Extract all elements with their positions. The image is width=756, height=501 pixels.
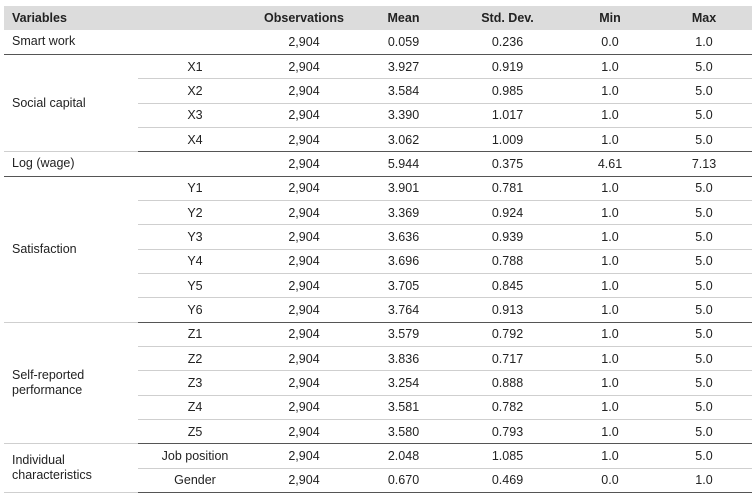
cell-max: 5.0	[656, 322, 752, 346]
cell-max: 5.0	[656, 346, 752, 370]
cell-max: 1.0	[656, 468, 752, 492]
cell-max: 5.0	[656, 249, 752, 273]
cell-max: 5.0	[656, 200, 752, 224]
cell-item: Y2	[138, 200, 252, 224]
table-row	[4, 152, 752, 176]
table-header-row	[4, 6, 752, 30]
cell-std-dev: 0.782	[451, 395, 564, 419]
cell-mean: 3.390	[356, 103, 451, 127]
cell-std-dev: 0.793	[451, 420, 564, 444]
group-label: Individual characteristics	[4, 444, 138, 493]
cell-observations: 2,904	[252, 200, 356, 224]
cell-mean: 0.670	[356, 468, 451, 492]
cell-min: 1.0	[564, 249, 656, 273]
cell-observations: 2,904	[252, 103, 356, 127]
table-row	[4, 444, 752, 468]
cell-observations: 2,904	[252, 54, 356, 78]
header-item	[138, 6, 252, 30]
cell-std-dev: 1.085	[451, 444, 564, 468]
cell-item: Job position	[138, 444, 252, 468]
table-row	[4, 54, 752, 78]
cell-max: 5.0	[656, 444, 752, 468]
cell-min: 1.0	[564, 395, 656, 419]
cell-min: 1.0	[564, 322, 656, 346]
group-label: Satisfaction	[4, 176, 138, 322]
cell-min: 1.0	[564, 420, 656, 444]
cell-std-dev: 0.924	[451, 200, 564, 224]
cell-item: Y3	[138, 225, 252, 249]
header-min: Min	[564, 6, 656, 30]
cell-mean: 3.927	[356, 54, 451, 78]
cell-item: Gender	[138, 468, 252, 492]
cell-mean: 3.836	[356, 346, 451, 370]
cell-max: 5.0	[656, 176, 752, 200]
cell-item: X3	[138, 103, 252, 127]
cell-min: 1.0	[564, 200, 656, 224]
cell-mean: 2.048	[356, 444, 451, 468]
table-row	[4, 30, 752, 54]
header-variables: Variables	[4, 6, 138, 30]
cell-min: 1.0	[564, 371, 656, 395]
group-label: Self-reported performance	[4, 322, 138, 444]
cell-max: 5.0	[656, 273, 752, 297]
cell-min: 1.0	[564, 346, 656, 370]
cell-max: 5.0	[656, 54, 752, 78]
cell-item: Y6	[138, 298, 252, 322]
header-mean: Mean	[356, 6, 451, 30]
cell-observations: 2,904	[252, 346, 356, 370]
cell-std-dev: 0.781	[451, 176, 564, 200]
cell-observations: 2,904	[252, 444, 356, 468]
cell-std-dev: 0.717	[451, 346, 564, 370]
cell-observations: 2,904	[252, 371, 356, 395]
group-label: Smart work	[4, 30, 138, 54]
cell-observations: 2,904	[252, 79, 356, 103]
cell-max: 5.0	[656, 127, 752, 151]
cell-std-dev: 0.375	[451, 152, 564, 176]
cell-max: 5.0	[656, 298, 752, 322]
cell-max: 1.0	[656, 30, 752, 54]
cell-mean: 3.705	[356, 273, 451, 297]
cell-item: Z3	[138, 371, 252, 395]
cell-observations: 2,904	[252, 395, 356, 419]
cell-item: Y5	[138, 273, 252, 297]
cell-mean: 3.584	[356, 79, 451, 103]
group-label: Log (wage)	[4, 152, 138, 176]
cell-observations: 2,904	[252, 468, 356, 492]
cell-mean: 0.059	[356, 30, 451, 54]
cell-observations: 2,904	[252, 322, 356, 346]
cell-max: 5.0	[656, 420, 752, 444]
cell-item: Z4	[138, 395, 252, 419]
table-row	[4, 322, 752, 346]
cell-max: 5.0	[656, 79, 752, 103]
cell-std-dev: 0.888	[451, 371, 564, 395]
cell-observations: 2,904	[252, 152, 356, 176]
cell-item: X4	[138, 127, 252, 151]
table-body	[4, 30, 752, 493]
cell-min: 1.0	[564, 225, 656, 249]
cell-item: Y4	[138, 249, 252, 273]
cell-std-dev: 0.845	[451, 273, 564, 297]
cell-observations: 2,904	[252, 273, 356, 297]
cell-std-dev: 0.469	[451, 468, 564, 492]
cell-std-dev: 0.939	[451, 225, 564, 249]
descriptive-statistics-table	[4, 6, 752, 493]
cell-item	[138, 152, 252, 176]
cell-max: 7.13	[656, 152, 752, 176]
cell-max: 5.0	[656, 371, 752, 395]
cell-max: 5.0	[656, 395, 752, 419]
table-row	[4, 176, 752, 200]
cell-std-dev: 0.792	[451, 322, 564, 346]
cell-observations: 2,904	[252, 30, 356, 54]
cell-observations: 2,904	[252, 176, 356, 200]
cell-min: 1.0	[564, 79, 656, 103]
cell-min: 0.0	[564, 468, 656, 492]
cell-mean: 5.944	[356, 152, 451, 176]
cell-mean: 3.764	[356, 298, 451, 322]
cell-mean: 3.581	[356, 395, 451, 419]
cell-observations: 2,904	[252, 420, 356, 444]
cell-std-dev: 1.009	[451, 127, 564, 151]
cell-item: X2	[138, 79, 252, 103]
cell-mean: 3.369	[356, 200, 451, 224]
cell-std-dev: 0.919	[451, 54, 564, 78]
cell-item	[138, 30, 252, 54]
cell-min: 1.0	[564, 444, 656, 468]
cell-mean: 3.696	[356, 249, 451, 273]
header-max: Max	[656, 6, 752, 30]
cell-min: 1.0	[564, 298, 656, 322]
cell-observations: 2,904	[252, 127, 356, 151]
cell-std-dev: 0.913	[451, 298, 564, 322]
cell-std-dev: 0.788	[451, 249, 564, 273]
cell-min: 1.0	[564, 127, 656, 151]
cell-item: Z2	[138, 346, 252, 370]
cell-std-dev: 0.236	[451, 30, 564, 54]
cell-mean: 3.636	[356, 225, 451, 249]
cell-max: 5.0	[656, 103, 752, 127]
cell-item: Z5	[138, 420, 252, 444]
cell-mean: 3.254	[356, 371, 451, 395]
cell-min: 1.0	[564, 273, 656, 297]
cell-min: 1.0	[564, 103, 656, 127]
cell-min: 1.0	[564, 54, 656, 78]
cell-observations: 2,904	[252, 298, 356, 322]
header-std-dev: Std. Dev.	[451, 6, 564, 30]
cell-observations: 2,904	[252, 249, 356, 273]
cell-min: 1.0	[564, 176, 656, 200]
cell-min: 4.61	[564, 152, 656, 176]
cell-min: 0.0	[564, 30, 656, 54]
cell-observations: 2,904	[252, 225, 356, 249]
cell-item: Z1	[138, 322, 252, 346]
cell-mean: 3.901	[356, 176, 451, 200]
group-label: Social capital	[4, 54, 138, 151]
cell-max: 5.0	[656, 225, 752, 249]
cell-std-dev: 1.017	[451, 103, 564, 127]
cell-mean: 3.062	[356, 127, 451, 151]
cell-item: X1	[138, 54, 252, 78]
cell-mean: 3.580	[356, 420, 451, 444]
header-observations: Observations	[252, 6, 356, 30]
cell-mean: 3.579	[356, 322, 451, 346]
cell-item: Y1	[138, 176, 252, 200]
cell-std-dev: 0.985	[451, 79, 564, 103]
